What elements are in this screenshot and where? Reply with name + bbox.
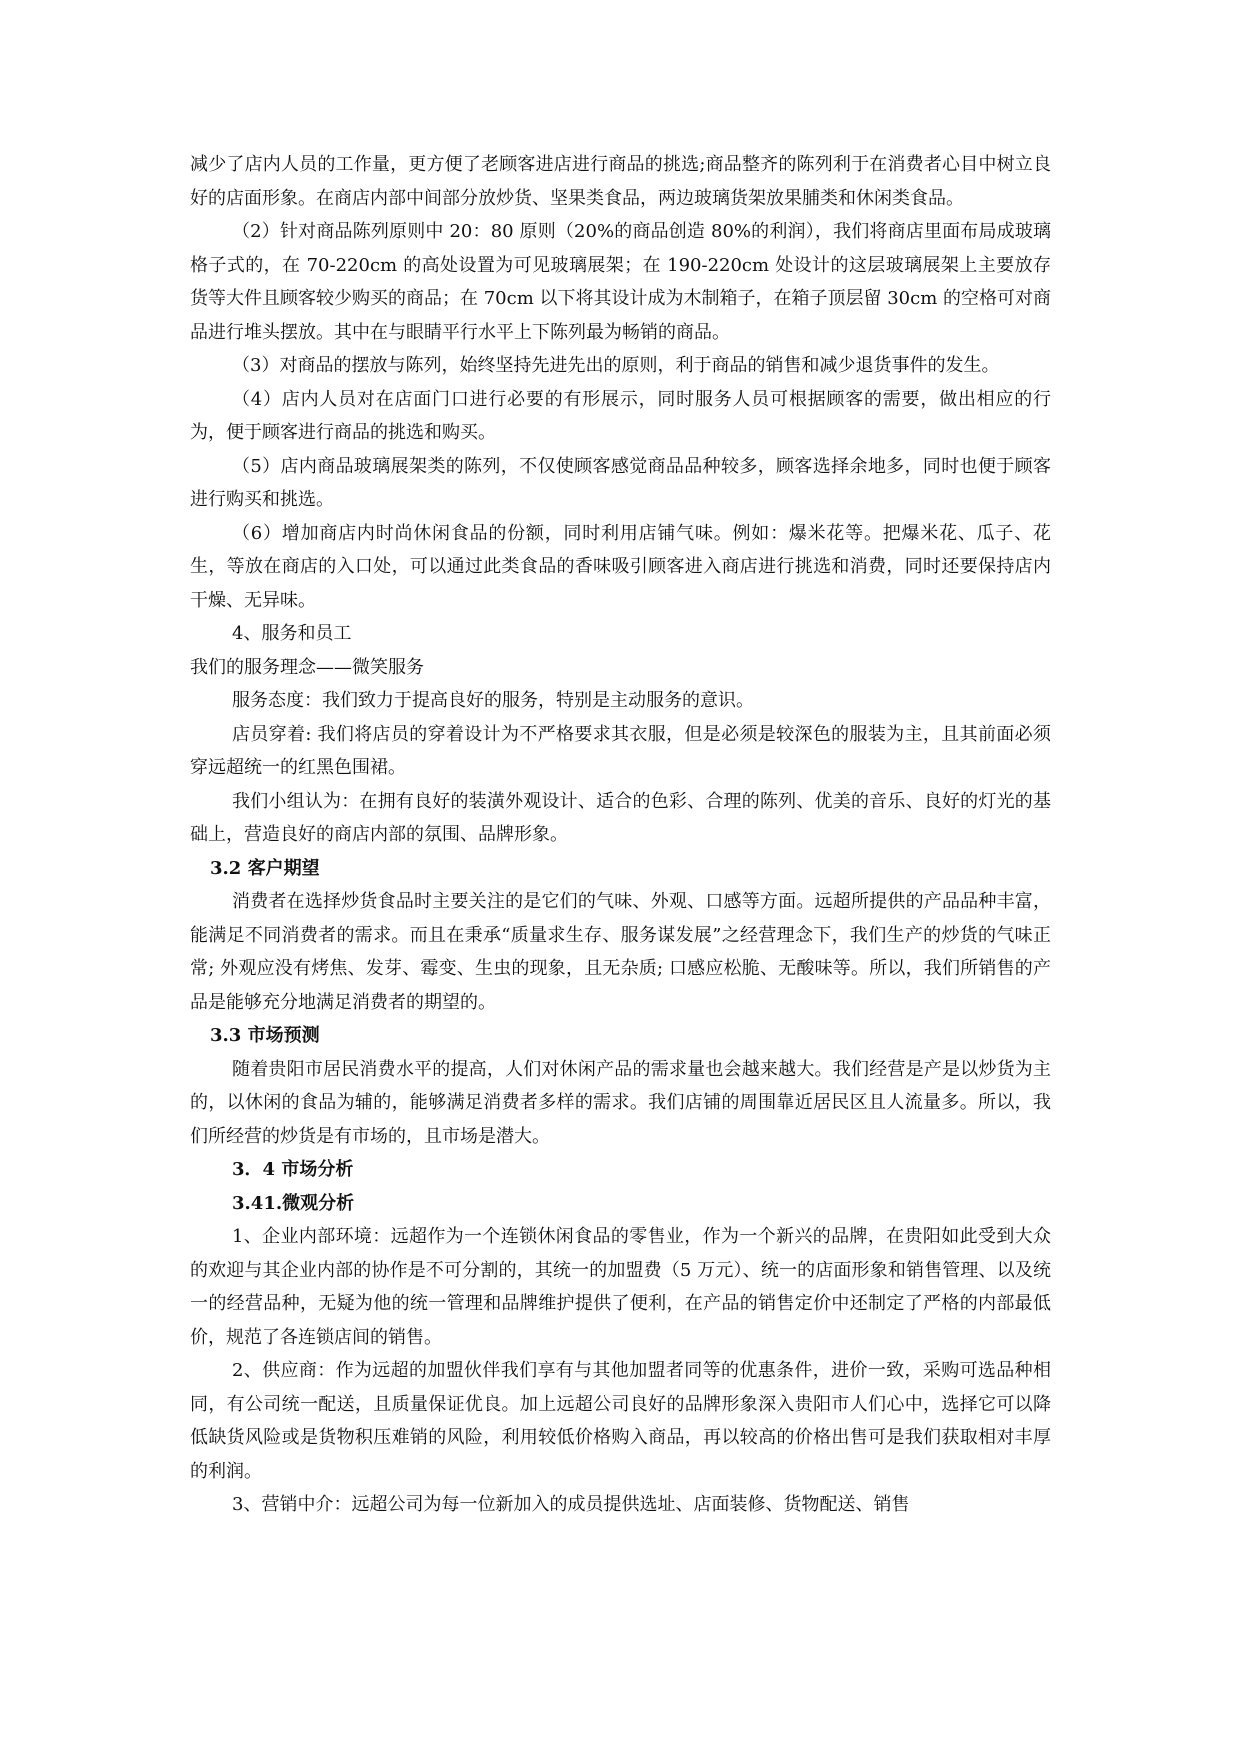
paragraph: 消费者在选择炒货食品时主要关注的是它们的气味、外观、口感等方面。远超所提供的产品品种丰富，能满足不同消费者的需求。而且在秉承“质量求生存、服务谋发展”之经营理念下，我们生产的炒货的气味正常; 外观应没有烤焦、发芽、霉变、生虫的现象，且无杂质; 口感应松脆、无酸味等。所以，我们所销售的产品是能够充分地满足消费者的期望的。 — [190, 891, 1051, 1013]
section-heading: 3.3 市场预测 — [210, 1025, 320, 1046]
paragraph: （6）增加商店内时尚休闲食品的份额，同时利用店铺气味。例如：爆米花等。把爆米花、瓜子、花生，等放在商店的入口处，可以通过此类食品的香味吸引顾客进入商店进行挑选和消费，同时还要保持店内干燥、无异味。 — [190, 522, 1051, 611]
paragraph: 4、服务和员工 — [232, 623, 352, 644]
paragraph: 我们小组认为：在拥有良好的装潢外观设计、适合的色彩、合理的陈列、优美的音乐、良好的灯光的基础上，营造良好的商店内部的氛围、品牌形象。 — [190, 790, 1051, 845]
paragraph: 服务态度：我们致力于提高良好的服务，特别是主动服务的意识。 — [232, 690, 754, 711]
paragraph: 3、营销中介：远超公司为每一位新加入的成员提供选址、店面装修、货物配送、销售 — [232, 1494, 910, 1515]
paragraph: 2、供应商：作为远超的加盟伙伴我们享有与其他加盟者同等的优惠条件，进价一致，采购可选品种相同，有公司统一配送，且质量保证优良。加上远超公司良好的品牌形象深入贵阳市人们心中，选择它可以降低缺货风险或是货物积压难销的风险，利用较低价格购入商品，再以较高的价格出售可是我们获取相对丰厚的利润。 — [190, 1360, 1051, 1482]
paragraph: （4）店内人员对在店面门口进行必要的有形展示，同时服务人员可根据顾客的需要，做出相应的行为，便于顾客进行商品的挑选和购买。 — [190, 388, 1051, 443]
section-heading: 3．4 市场分析 — [232, 1159, 354, 1180]
paragraph: 随着贵阳市居民消费水平的提高，人们对休闲产品的需求量也会越来越大。我们经营是产是以炒货为主的，以休闲的食品为辅的，能够满足消费者多样的需求。我们店铺的周围靠近居民区且人流量多。所以，我们所经营的炒货是有市场的，且市场是潜大。 — [190, 1058, 1051, 1147]
paragraph: 我们的服务理念——微笑服务 — [190, 656, 424, 678]
paragraph: 1、企业内部环境：远超作为一个连锁休闲食品的零售业，作为一个新兴的品牌，在贵阳如此受到大众的欢迎与其企业内部的协作是不可分割的，其统一的加盟费（5 万元）、统一的店面形象和销售管理、以及统一的经营品种，无疑为他的统一管理和品牌维护提供了便利，在产品的销售定价中还制定了严格的内部最低价，规范了各连锁店间的销售。 — [190, 1226, 1051, 1348]
section-heading: 3.41.微观分析 — [232, 1192, 355, 1214]
paragraph: 减少了店内人员的工作量，更方便了老顾客进店进行商品的挑选;商品整齐的陈列利于在消费者心目中树立良好的店面形象。在商店内部中间部分放炒货、坚果类食品，两边玻璃货架放果脯类和休闲类食品。 — [190, 154, 1051, 209]
section-heading: 3.2 客户期望 — [210, 857, 320, 879]
paragraph: （5）店内商品玻璃展架类的陈列，不仅使顾客感觉商品品种较多，顾客选择余地多，同时也便于顾客进行购买和挑选。 — [190, 455, 1051, 510]
paragraph: （2）针对商品陈列原则中 20：80 原则（20%的商品创造 80%的利润），我们将商店里面布局成玻璃格子式的，在 70-220cm 的高处设置为可见玻璃展架；在 190-220cm 处设计的这层玻璃展架上主要放存货等大件且顾客较少购买的商品；在 70cm 以下将其设计成为木制箱子，在箱子顶层留 30cm 的空格可对商品进行堆头摆放。其中在与眼睛平行水平上下陈列最为畅销的商品。 — [190, 221, 1051, 343]
paragraph: （3）对商品的摆放与陈列，始终坚持先进先出的原则，利于商品的销售和减少退货事件的发生。 — [232, 355, 1000, 376]
paragraph: 店员穿着: 我们将店员的穿着设计为不严格要求其衣服，但是必须是较深色的服装为主，且其前面必须穿远超统一的红黑色围裙。 — [190, 723, 1051, 778]
